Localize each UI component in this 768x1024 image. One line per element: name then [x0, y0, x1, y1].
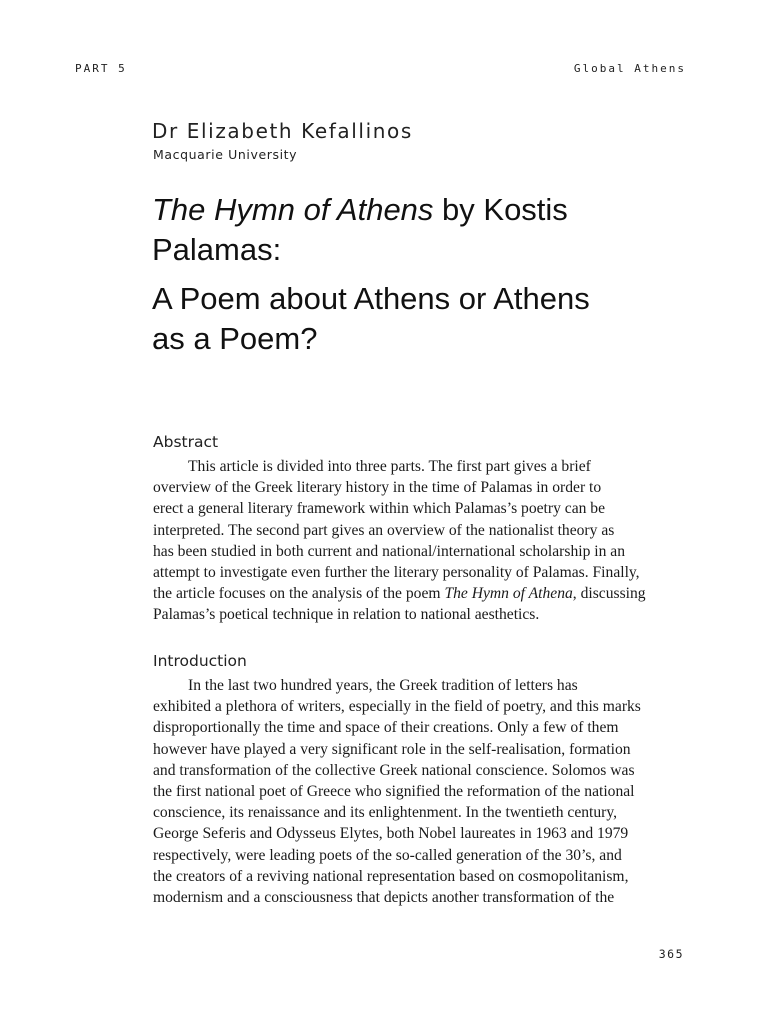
intro-line: modernism and a consciousness that depicts another transformation of the [153, 889, 615, 907]
abstract-line: erect a general literary framework within which Palamas’s poetry can be [153, 500, 606, 518]
abstract-line: This article is divided into three parts. The first part gives a brief [188, 458, 591, 475]
intro-line: conscience, its renaissance and its enlightenment. In the twentieth century, [153, 804, 618, 822]
title-rest-line1: by Kostis [433, 192, 568, 227]
intro-line: however have played a very significant role in the self-realisation, formation [153, 740, 631, 758]
intro-line: disproportionally the time and space of their creations. Only a few of them [153, 719, 619, 737]
abstract-line [153, 583, 683, 604]
abstract-line: overview of the Greek literary history in the time of Palamas in order to [153, 479, 602, 497]
intro-line: George Seferis and Odysseus Elytes, both Nobel laureates in 1963 and 1979 [153, 825, 629, 843]
article-subtitle [152, 279, 712, 359]
subtitle-line1: A Poem about Athens or Athens [152, 281, 590, 316]
abstract-line: Palamas’s poetical technique in relation to national aesthetics. [153, 606, 540, 624]
intro-line: the creators of a reviving national representation based on cosmopolitanism, [153, 867, 629, 885]
intro-line: In the last two hundred years, the Greek tradition of letters has [188, 677, 578, 694]
page-number: 365 [658, 947, 684, 961]
intro-line: the first national poet of Greece who signified the reformation of the national [153, 783, 635, 801]
article-title [152, 190, 712, 270]
intro-line: exhibited a plethora of writers, especially in the field of poetry, and this marks [153, 698, 641, 716]
intro-line: and transformation of the collective Greek national conscience. Solomos was [153, 761, 635, 779]
author-affiliation: Macquarie University [153, 147, 298, 162]
running-head-part: PART 5 [75, 62, 127, 75]
abstract-line7-after: , discussing [572, 585, 646, 603]
subtitle-line2: as a Poem? [152, 321, 318, 356]
running-head-section: Global Athens [573, 62, 686, 75]
abstract-line7-before: the article focuses on the analysis of the poem [153, 585, 445, 603]
title-rest-line2: Palamas: [152, 232, 282, 267]
intro-line: respectively, were leading poets of the so-called generation of the 30’s, and [153, 846, 622, 864]
abstract-line: has been studied in both current and national/international scholarship in an [153, 542, 626, 560]
author-name: Dr Elizabeth Kefallinos [152, 119, 413, 143]
introduction-heading: Introduction [153, 652, 247, 670]
abstract-line: attempt to investigate even further the literary personality of Palamas. Finally, [153, 564, 640, 582]
introduction-paragraph [153, 675, 683, 908]
title-italic: The Hymn of Athens [152, 192, 434, 227]
abstract-line: interpreted. The second part gives an overview of the nationalist theory as [153, 521, 615, 539]
abstract-paragraph [153, 456, 683, 626]
poem-title-italic: The Hymn of Athena [444, 585, 573, 603]
abstract-heading: Abstract [153, 433, 219, 451]
